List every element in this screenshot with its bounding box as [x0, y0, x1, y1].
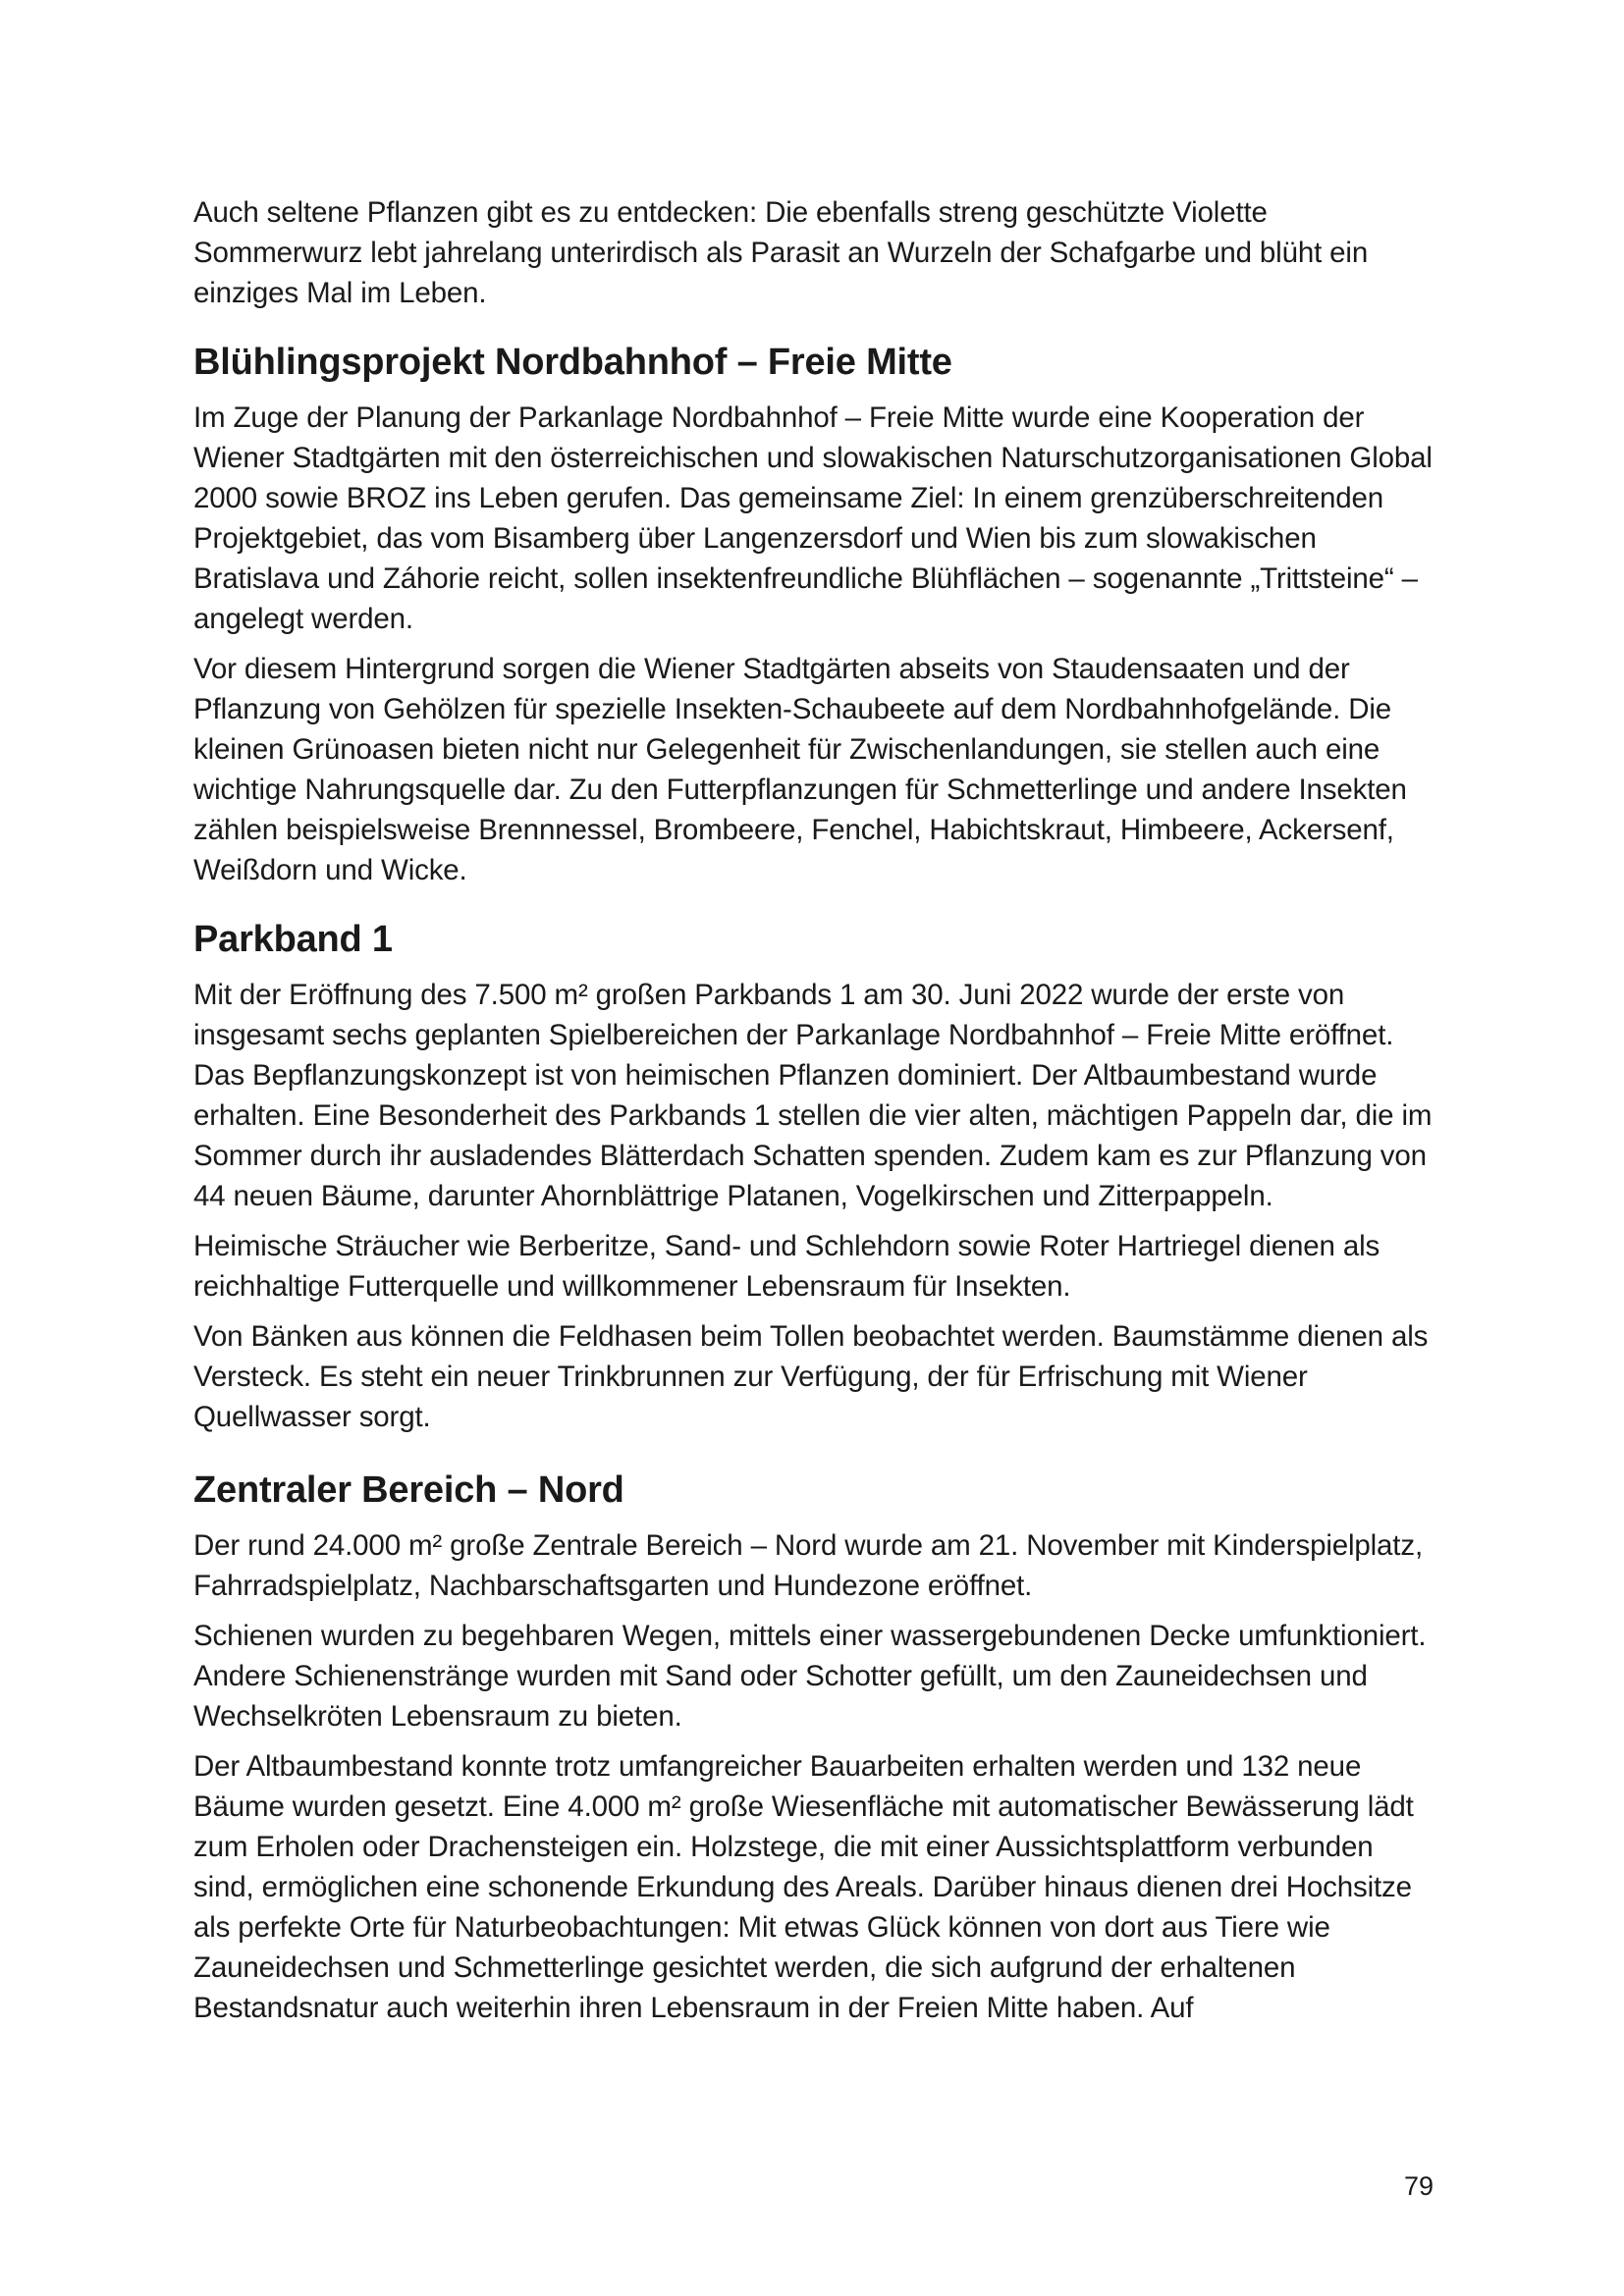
body-paragraph: Schienen wurden zu begehbaren Wegen, mittels einer wassergebundenen Decke umfunktioniert. Andere Schienenstränge wurden mit Sand oder Schotter gefüllt, um den Zauneidechsen und Wechselkröten Lebensraum zu bieten.: [193, 1620, 1427, 1733]
page-number: 79: [1404, 2171, 1435, 2201]
body-paragraph: Von Bänken aus können die Feldhasen beim Tollen beobachtet werden. Baumstämme dienen als Versteck. Es steht ein neuer Trinkbrunnen zur Verfügung, der für Erfrischung mit Wiener Quellwasser sorgt.: [193, 1320, 1429, 1433]
body-paragraph: Heimische Sträucher wie Berberitze, Sand- und Schlehdorn sowie Roter Hartriegel dienen als reichhaltige Futterquelle und willkommener Lebensraum für Insekten.: [193, 1230, 1380, 1303]
intro-paragraph: Auch seltene Pflanzen gibt es zu entdecken: Die ebenfalls streng geschützte Violette Sommerwurz lebt jahrelang unterirdisch als Parasit an Wurzeln der Schafgarbe und blüht ein einziges Mal im Leben.: [193, 196, 1369, 309]
section-heading-zentraler-bereich-nord: Zentraler Bereich – Nord: [193, 1469, 624, 1511]
body-paragraph: Mit der Eröffnung des 7.500 m² großen Parkbands 1 am 30. Juni 2022 wurde der erste von insgesamt sechs geplanten Spielbereichen der Parkanlage Nordbahnhof – Freie Mitte eröffnet. Das Bepflanzungskonzept ist von heimischen Pflanzen dominiert. Der Altbaumbestand wurde erhalten. Eine Besonderheit des Parkbands 1 stellen die vier alten, mächtigen Pappeln dar, die im Sommer durch ihr ausladendes Blätterdach Schatten spenden. Zudem kam es zur Pflanzung von 44 neuen Bäume, darunter Ahornblättrige Platanen, Vogelkirschen und Zitterpappeln.: [193, 979, 1433, 1212]
section-heading-parkband-1: Parkband 1: [193, 919, 393, 960]
body-paragraph: Der Altbaumbestand konnte trotz umfangreicher Bauarbeiten erhalten werden und 132 neue Bäume wurden gesetzt. Eine 4.000 m² große Wiesenfläche mit automatischer Bewässerung lädt zum Erholen oder Drachensteigen ein. Holzstege, die mit einer Aussichtsplattform verbunden sind, ermöglichen eine schonende Erkundung des Areals. Darüber hinaus dienen drei Hochsitze als perfekte Orte für Naturbeobachtungen: Mit etwas Glück können von dort aus Tiere wie Zauneidechsen und Schmetterlinge gesichtet werden, die sich aufgrund der erhaltenen Bestandsnatur auch weiterhin ihren Lebensraum in der Freien Mitte haben. Auf: [193, 1750, 1414, 2024]
section-heading-bluehlingsprojekt: Blühlingsprojekt Nordbahnhof – Freie Mitte: [193, 342, 952, 383]
body-paragraph: Im Zuge der Planung der Parkanlage Nordbahnhof – Freie Mitte wurde eine Kooperation der Wiener Stadtgärten mit den österreichischen und slowakischen Naturschutzorganisationen Global 2000 sowie BROZ ins Leben gerufen. Das gemeinsame Ziel: In einem grenzüberschreitenden Projektgebiet, das vom Bisamberg über Langenzersdorf und Wien bis zum slowakischen Bratislava und Záhorie reicht, sollen insektenfreundliche Blühflächen – sogenannte „Trittsteine“ – angelegt werden.: [193, 401, 1433, 635]
document-page: [193, 192, 1433, 2038]
body-paragraph: Der rund 24.000 m² große Zentrale Bereich – Nord wurde am 21. November mit Kinderspielplatz, Fahrradspielplatz, Nachbarschaftsgarten und Hundezone eröffnet.: [193, 1529, 1423, 1602]
body-paragraph: Vor diesem Hintergrund sorgen die Wiener Stadtgärten abseits von Staudensaaten und der Pflanzung von Gehölzen für spezielle Insekten-Schaubeete auf dem Nordbahnhofgelände. Die kleinen Grünoasen bieten nicht nur Gelegenheit für Zwischenlandungen, sie stellen auch eine wichtige Nahrungsquelle dar. Zu den Futterpflanzungen für Schmetterlinge und andere Insekten zählen beispielsweise Brennnessel, Brombeere, Fenchel, Habichtskraut, Himbeere, Ackersenf, Weißdorn und Wicke.: [193, 653, 1407, 886]
